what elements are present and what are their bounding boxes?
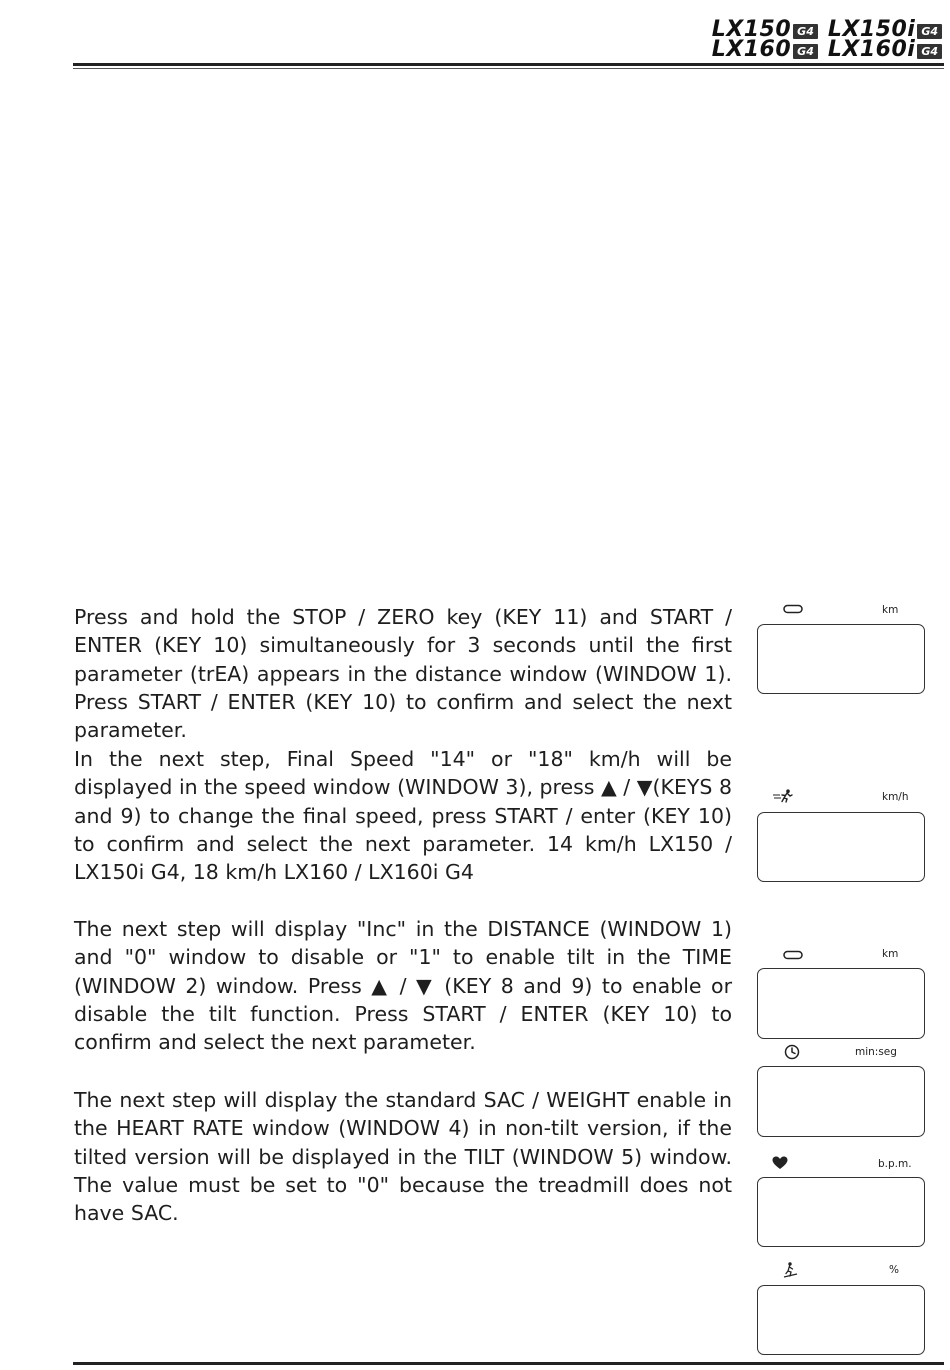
logo-gen-badge: G4 <box>917 44 942 59</box>
incline-icon <box>782 1262 798 1278</box>
logo-gen-badge: G4 <box>793 44 818 59</box>
lcd-window-speed <box>757 812 925 882</box>
logo-model: LX160i <box>827 37 916 62</box>
runner-icon <box>772 789 794 803</box>
header-divider <box>73 63 944 66</box>
lcd-window-distance <box>757 968 925 1039</box>
heart-icon <box>772 1156 788 1170</box>
paragraph-enter-setup: Press and hold the STOP / ZERO key (KEY 11) and START / ENTER (KEY 10) simultaneously for 3 seconds until the first parameter (trEA) appears in the distance window (WINDOW 1). Press START / ENTER (KEY 10) to confirm and select the next parameter. <box>74 605 732 743</box>
logo-gen-badge: G4 <box>917 24 942 39</box>
lcd-window-distance <box>757 624 925 694</box>
lcd-window-tilt <box>757 1285 925 1355</box>
window-unit-label: min:seg <box>855 1046 897 1058</box>
distance-icon <box>783 604 803 614</box>
header-divider-thin <box>73 68 944 69</box>
logo-gen-badge: G4 <box>793 24 818 39</box>
logo-model: LX150i <box>827 17 916 42</box>
logo-model: LX150 <box>711 17 792 42</box>
window-unit-label: km <box>882 948 899 960</box>
lcd-window-heart-rate <box>757 1177 925 1247</box>
distance-icon <box>783 950 803 960</box>
logo-model: LX160 <box>711 37 792 62</box>
window-unit-label: b.p.m. <box>878 1158 912 1170</box>
window-unit-label: km <box>882 604 899 616</box>
logo-lx160 <box>711 37 818 62</box>
paragraph-sac-weight: The next step will display the standard SAC / WEIGHT enable in the HEART RATE window (WINDOW 4) in non-tilt version, if the tilted version will be displayed in the TILT (WINDOW 5) window. The value must be set to "0" because the treadmill does not have SAC. <box>74 1088 732 1226</box>
footer-divider <box>73 1362 944 1365</box>
logo-row-bottom <box>711 37 942 62</box>
paragraph-final-speed: In the next step, Final Speed "14" or "18" km/h will be displayed in the speed window (WINDOW 3), press ▲ / ▼(KEYS 8 and 9) to change the final speed, press START / enter (KEY 10) to confirm and select the next parameter. 14 km/h LX150 / LX150i G4, 18 km/h LX160 / LX160i G4 <box>74 747 732 885</box>
logo-lx160i <box>827 37 942 62</box>
window-unit-label: km/h <box>882 791 909 803</box>
paragraph-incline-enable: The next step will display "Inc" in the DISTANCE (WINDOW 1) and "0" window to disable or "1" to enable tilt in the TIME (WINDOW 2) window. Press ▲ / ▼ (KEY 8 and 9) to enable or disable the tilt function. Press START / ENTER (KEY 10) to confirm and select the next parameter. <box>74 917 732 1055</box>
clock-icon <box>784 1044 800 1060</box>
lcd-window-time <box>757 1066 925 1137</box>
window-unit-label: % <box>889 1264 899 1276</box>
